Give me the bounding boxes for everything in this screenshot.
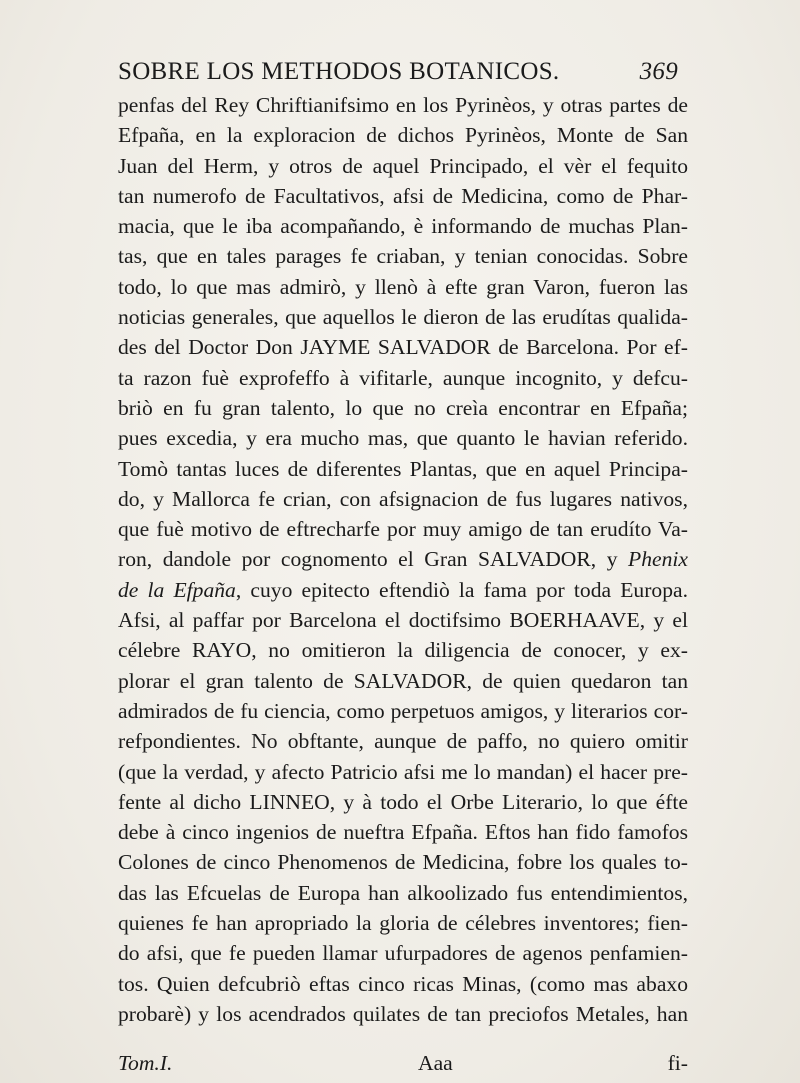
text-line: fente al dicho LINNEO, y à todo el Orbe Literario, lo que éfte [118, 789, 688, 814]
text-line: quienes fe han apropriado la gloria de célebres inventores; fien- [118, 911, 688, 936]
text-line: (que la verdad, y afecto Patricio afsi me lo mandan) el hacer pre- [118, 759, 688, 784]
gathering-mark: Aaa [418, 1051, 453, 1075]
text-line-mixed [118, 544, 688, 574]
running-title: SOBRE LOS METHODOS BOTANICOS. [118, 58, 560, 85]
text-line: das las Efcuelas de Europa han alkoolizado fus entendimientos, [118, 880, 688, 905]
text-line: ta razon fuè exprofeffo à vifitarle, aunque incognito, y defcu- [118, 365, 688, 390]
text-line: célebre RAYO, no omitieron la diligencia de conocer, y ex- [118, 638, 688, 663]
italic-phrase: Phenix [628, 547, 688, 572]
text-line: plorar el gran talento de SALVADOR, de quien quedaron tan [118, 668, 688, 693]
text-line: des del Doctor Don JAYME SALVADOR de Barcelona. Por ef- [118, 335, 688, 360]
text-line: tan numerofo de Facultativos, afsi de Medicina, como de Phar- [118, 183, 688, 208]
text-line: macia, que le iba acompañando, è informando de muchas Plan- [118, 214, 688, 239]
page-footer [118, 1051, 688, 1077]
body-text [118, 90, 688, 1029]
page-number: 369 [639, 58, 678, 85]
text-line: tos. Quien defcubriò eftas cinco ricas Minas, (como mas abaxo [118, 971, 688, 996]
running-header [118, 58, 678, 88]
catchword: fi- [667, 1051, 688, 1075]
text-line: Efpaña, en la exploracion de dichos Pyrinèos, Monte de San [118, 123, 688, 148]
text-line: admirados de fu ciencia, como perpetuos amigos, y literarios cor- [118, 698, 688, 723]
text-line: refpondientes. No obftante, aunque de paffo, no quiero omitir [118, 729, 688, 754]
text-line-mixed [118, 575, 688, 605]
text-line: briò en fu gran talento, lo que no creìa encontrar en Efpaña; [118, 395, 688, 420]
text-line: todo, lo que mas admirò, y llenò à efte gran Varon, fueron las [118, 274, 688, 299]
text-line: debe à cinco ingenios de nueftra Efpaña. Eftos han fido famofos [118, 820, 688, 845]
text-line: Tomò tantas luces de diferentes Plantas, que en aquel Principa- [118, 456, 688, 481]
volume-signature: Tom.I. [118, 1051, 173, 1075]
text-line: pues excedia, y era mucho mas, que quanto le havian referido. [118, 426, 688, 451]
text-line: tas, que en tales parages fe criaban, y tenian conocidas. Sobre [118, 244, 688, 269]
text-line: que fuè motivo de eftrecharfe por muy amigo de tan erudíto Va- [118, 517, 688, 542]
text-line: do afsi, que fe pueden llamar ufurpadores de agenos penfamien- [118, 941, 688, 966]
text-segment: , cuyo epitecto eftendiò la fama por toda Europa. [235, 577, 688, 602]
text-line: Afsi, al paffar por Barcelona el doctifsimo BOERHAAVE, y el [118, 608, 688, 633]
italic-phrase: de la Efpaña [118, 577, 236, 602]
text-line: Juan del Herm, y otros de aquel Principado, el vèr el fequito [118, 153, 688, 178]
text-segment: ron, dandole por cognomento el Gran SALVADOR, y [118, 547, 629, 572]
text-line: Colones de cinco Phenomenos de Medicina, fobre los quales to- [118, 850, 688, 875]
text-line: probarè) y los acendrados quilates de tan preciofos Metales, han [118, 1001, 688, 1026]
text-line: penfas del Rey Chriftianifsimo en los Pyrinèos, y otras partes de [118, 93, 688, 117]
text-line: noticias generales, que aquellos le dieron de las erudítas qualida- [118, 305, 688, 330]
text-line: do, y Mallorca fe crian, con afsignacion de fus lugares nativos, [118, 486, 688, 511]
